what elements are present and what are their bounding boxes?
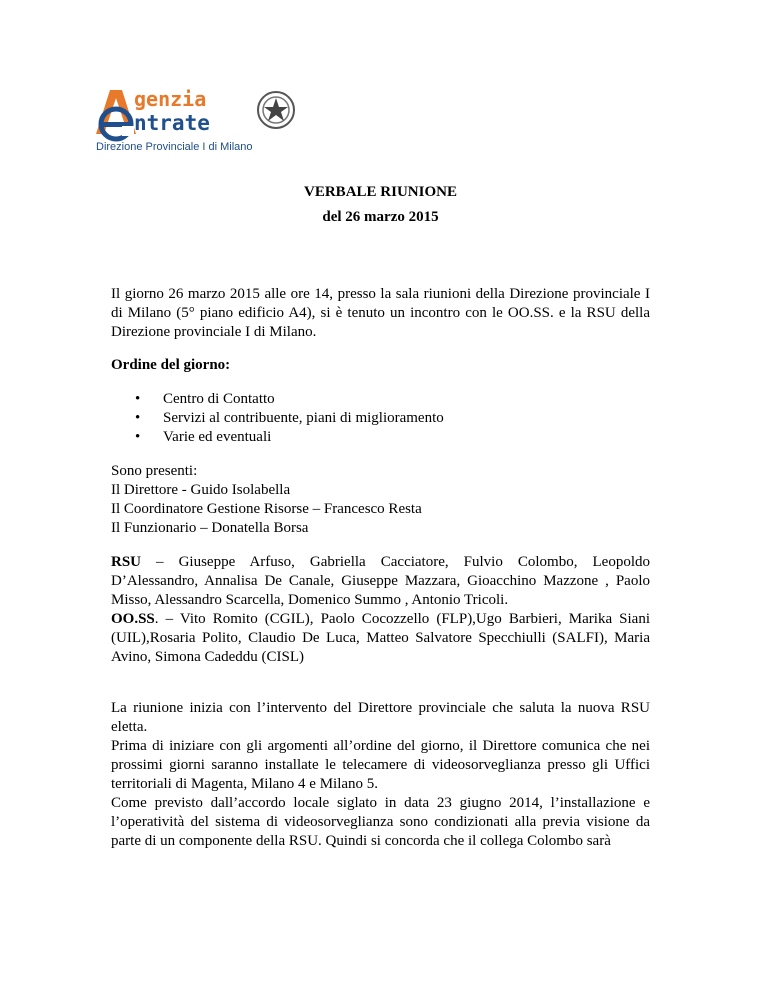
list-item: • Varie ed eventuali	[135, 429, 272, 445]
bullet-icon: •	[135, 410, 141, 426]
present-section	[111, 462, 650, 538]
ooss-paragraph	[111, 610, 650, 667]
rsu-members: – Giuseppe Arfuso, Gabriella Cacciatore, Fulvio Colombo, Leopoldo D’Alessandro, Annalisa De Canale, Giuseppe Mazzara, Gioacchino Mazzone , Paolo Misso, Alessandro Scarcella, Domenico Summo , Antonio Tricoli.	[111, 554, 650, 608]
paragraph: Come previsto dall’accordo locale siglato in data 23 giugno 2014, l’installazione e l’operatività del sistema di videosorveglianza sono condizionati alla previa visione da parte di un componente della RSU. Quindi si concorda che il collega Colombo sarà	[111, 795, 650, 849]
agenzia-entrate-logo	[92, 84, 297, 154]
document-title: VERBALE RIUNIONE	[304, 184, 457, 200]
document-body	[111, 183, 650, 851]
ooss-members: . – Vito Romito (CGIL), Paolo Cocozzello (FLP),Ugo Barbieri, Marika Siani (UIL),Rosaria Polito, Claudio De Luca, Matteo Salvatore Specchiulli (SALFI), Maria Avino, Simona Cadeddu (CISL)	[111, 611, 650, 665]
attendees-section	[111, 553, 650, 667]
rsu-label: RSU	[111, 554, 142, 570]
italian-emblem-icon	[258, 92, 294, 128]
list-item: • Centro di Contatto	[135, 391, 275, 407]
present-person: Il Coordinatore Gestione Risorse – Francesco Resta	[111, 501, 422, 517]
bullet-icon: •	[135, 429, 141, 445]
rsu-paragraph	[111, 553, 650, 610]
logo-graphic	[92, 84, 297, 154]
logo-word-ntrate: ntrate	[134, 111, 210, 135]
present-heading: Sono presenti:	[111, 463, 198, 479]
paragraph: Prima di iniziare con gli argomenti all’ordine del giorno, il Direttore comunica che nei prossimi giorni saranno installate le telecamere di videosorveglianza presso gli Uffici territoriali di Magenta, Milano 4 e Milano 5.	[111, 738, 650, 792]
document-date: del 26 marzo 2015	[322, 209, 439, 225]
bullet-icon: •	[135, 391, 141, 407]
list-item: • Servizi al contribuente, piani di miglioramento	[135, 410, 444, 426]
present-person: Il Direttore - Guido Isolabella	[111, 482, 291, 498]
agenda-heading: Ordine del giorno:	[111, 357, 231, 373]
minutes-text	[111, 699, 650, 851]
present-person: Il Funzionario – Donatella Borsa	[111, 520, 309, 536]
paragraph: La riunione inizia con l’intervento del Direttore provinciale che saluta la nuova RSU eletta.	[111, 700, 650, 735]
ooss-label: OO.SS	[111, 611, 155, 627]
intro-paragraph: Il giorno 26 marzo 2015 alle ore 14, presso la sala riunioni della Direzione provinciale I di Milano (5° piano edificio A4), si è tenuto un incontro con le OO.SS. e la RSU della Direzione provinciale I di Milano.	[111, 286, 650, 340]
logo-word-genzia: genzia	[134, 87, 207, 111]
logo-subtitle: Direzione Provinciale I di Milano	[96, 141, 253, 153]
agenda-list	[111, 390, 650, 447]
